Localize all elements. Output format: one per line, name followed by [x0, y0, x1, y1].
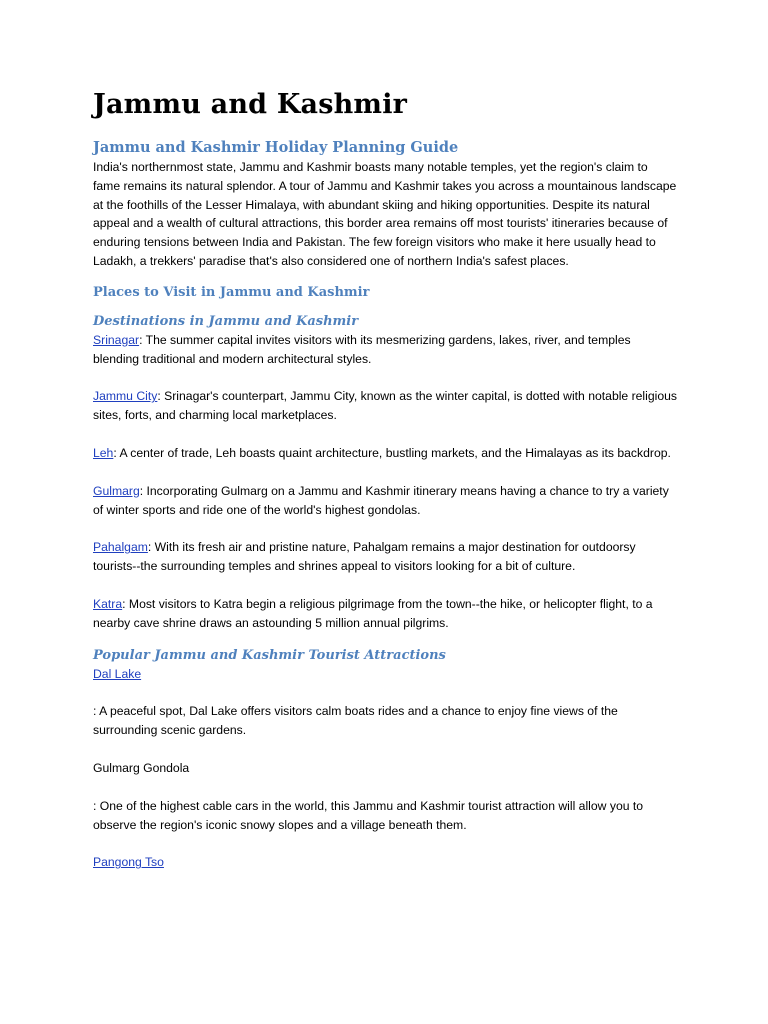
destination-item — [93, 482, 678, 520]
attraction-text: : A peaceful spot, Dal Lake offers visitors calm boats rides and a chance to enjoy fine views of the surrounding scenic gardens. — [93, 704, 618, 738]
page-title: Jammu and Kashmir — [93, 89, 408, 120]
attractions-heading: Popular Jammu and Kashmir Tourist Attractions — [93, 647, 446, 663]
destinations-heading: Destinations in Jammu and Kashmir — [93, 313, 359, 329]
destination-link-pahalgam[interactable]: Pahalgam — [93, 540, 148, 555]
attractions-list — [93, 665, 678, 873]
destination-text: : With its fresh air and pristine nature, Pahalgam remains a major destination for outdoorsy tourists--the surrounding temples and shrines appeal to visitors looking for a bit of culture. — [93, 540, 636, 574]
destinations-list — [93, 331, 678, 633]
destination-item — [93, 387, 678, 425]
destination-link-leh[interactable]: Leh — [93, 445, 114, 460]
destination-text: : Srinagar's counterpart, Jammu City, known as the winter capital, is dotted with notable religious sites, forts, and charming local marketplaces. — [93, 389, 677, 423]
attraction-text: : One of the highest cable cars in the world, this Jammu and Kashmir tourist attraction will allow you to observe the region's iconic snowy slopes and a village beneath them. — [93, 798, 644, 832]
guide-heading: Jammu and Kashmir Holiday Planning Guide — [93, 139, 459, 156]
guide-intro: India's northernmost state, Jammu and Kashmir boasts many notable temples, yet the region's claim to fame remains its natural splendor. A tour of Jammu and Kashmir takes you across a mountainous landscape at the foothills of the Lesser Himalaya, with abundant skiing and hiking opportunities. Despite its natural appeal and a wealth of cultural attractions, this border area remains off most tourists' itineraries because of enduring tensions between India and Pakistan. The few foreign visitors who make it here usually head to Ladakh, a trekkers' paradise that's also considered one of northern India's safest places. — [93, 160, 677, 268]
destination-item — [93, 444, 678, 463]
destination-item — [93, 538, 678, 576]
destination-link-gulmarg[interactable]: Gulmarg — [93, 483, 140, 498]
attraction-name-gulmarg-gondola: Gulmarg Gondola — [93, 760, 190, 775]
destination-item — [93, 595, 678, 633]
attraction-link-dal-lake[interactable]: Dal Lake — [93, 666, 142, 681]
destination-link-srinagar[interactable]: Srinagar — [93, 332, 140, 347]
destination-text: : The summer capital invites visitors with its mesmerizing gardens, lakes, river, and temples blending traditional and modern architectural styles. — [93, 332, 631, 366]
destination-text: : Most visitors to Katra begin a religious pilgrimage from the town--the hike, or helicopter flight, to a nearby cave shrine draws an astounding 5 million annual pilgrims. — [93, 596, 653, 630]
destination-link-katra[interactable]: Katra — [93, 596, 123, 611]
destination-link-jammu-city[interactable]: Jammu City — [93, 389, 158, 404]
attraction-name — [93, 853, 678, 872]
places-heading: Places to Visit in Jammu and Kashmir — [93, 284, 370, 300]
destination-item — [93, 331, 678, 369]
attraction-name — [93, 665, 678, 684]
attraction-link-pangong-tso[interactable]: Pangong Tso — [93, 855, 164, 870]
destination-text: : Incorporating Gulmarg on a Jammu and Kashmir itinerary means having a chance to try a variety of winter sports and ride one of the world's highest gondolas. — [93, 483, 669, 517]
destination-text: : A center of trade, Leh boasts quaint architecture, bustling markets, and the Himalayas as its backdrop. — [113, 445, 671, 460]
